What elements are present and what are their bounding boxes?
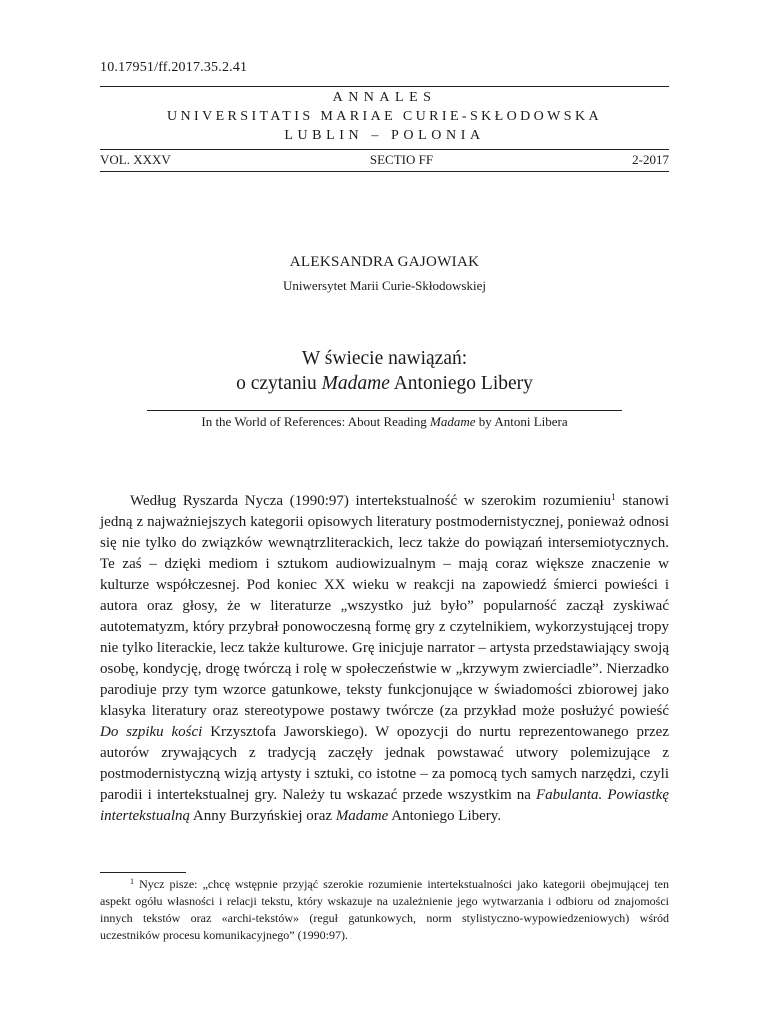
header-rule-middle	[100, 149, 669, 150]
italic-do-szpiku-kosci: Do szpiku kości	[100, 724, 203, 740]
title-line-1: W świecie nawiązań:	[301, 348, 468, 369]
section-label: SECTIO FF	[369, 152, 434, 167]
journal-masthead	[100, 88, 669, 145]
italic-madame: Madame	[335, 808, 389, 824]
english-title-italic: Madame	[430, 414, 476, 429]
footnote-number: 1	[130, 877, 134, 886]
header-rule-top	[100, 86, 669, 87]
english-title: In the World of References: About Reading Madame by Antoni Libera	[201, 414, 568, 429]
masthead-line-location: LUBLIN – POLONIA	[284, 128, 485, 143]
footnote-ref[interactable]: 1	[611, 492, 616, 502]
author-affiliation: Uniwersytet Marii Curie-Skłodowskiej	[283, 278, 486, 293]
title-line-2: o czytaniu Madame Antoniego Libery	[236, 373, 533, 394]
header-rule-bottom	[100, 171, 669, 172]
italic-fabulanta: Fabulanta. Powiastkę intertekstualną	[100, 787, 669, 824]
title-italic-madame: Madame	[321, 373, 390, 394]
article-title	[100, 346, 669, 396]
volume-label: VOL. XXXV	[100, 152, 171, 167]
footnote-text: Nycz pisze: „chcę wstępnie przyjąć szerokie rozumienie intertekstualności jako kategorii obejmującej ten aspekt ogółu własności i relacji tekstu, który wskazuje na uzależnienie jego wytwarzania i odbioru od znajomości innych tekstów oraz «archi-tekstów» (reguł gatunkowych, norm stylistyczno-wypowiedzeniowych) wśród uczestników procesu komunikacyjnego” (1990:97).	[100, 877, 669, 942]
title-rule	[147, 410, 622, 411]
issue-label: 2-2017	[632, 152, 669, 167]
footnote	[100, 876, 669, 944]
doi: 10.17951/ff.2017.35.2.41	[100, 60, 248, 75]
author-name: ALEKSANDRA GAJOWIAK	[289, 254, 480, 270]
footnote-rule	[100, 872, 186, 873]
paragraph: Według Ryszarda Nycza (1990:97) intertekstualność w szerokim rozumieniu$^1$ stanowi jedną z najważniejszych kategorii opisowych literatury postmodernistycznej, ponieważ odnosi się nie tylko do związków wewnątrzliterackich, lecz także do powiązań intersemiotycznych. Te zaś – dzięki mediom i sztukom audiowizualnym – mają coraz większe znaczenie w kulturze współczesnej. Pod koniec XX wieku w reakcji na zapowiedź śmierci powieści i autora oraz głosy, że w literaturze „wszystko już było” popularność zaczął zyskiwać autotematyzm, który przybrał ponowoczesną formę gry z czytelnikiem, wykorzystującej tropy nie tylko literackie, lecz także kulturowe. Grę inicjuje narrator – artysta przedstawiający swoją osobę, kondycję, drogę twórczą i rolę w społeczeństwie w „krzywym zwierciadle”. Nierzadko parodiuje przy tym wzorce gatunkowe, teksty funkcjonujące w świadomości zbiorowej jako klasyka literatury oraz stereotypowe postawy twórcze (za przykład może posłużyć powieść Do szpiku kości Krzysztofa Jaworskiego). W opozycji do nurtu reprezentowanego przez autorów zrywających z tradycją zaczęły jednak powstawać utwory polemizujące z postmodernistyczną wizją artysty i sztuki, co istotne – za pomocą tych samych narzędzi, czyli parodii i intertekstualnej gry. Należy tu wskazać przede wszystkim na Fabulanta. Powiastkę intertekstualną Anny Burzyńskiej oraz Madame Antoniego Libery.	[100, 492, 669, 824]
volume-row	[100, 152, 669, 168]
masthead-line-university: UNIVERSITATIS MARIAE CURIE-SKŁODOWSKA	[166, 109, 602, 124]
masthead-line-annales: ANNALES	[332, 90, 437, 105]
journal-page	[100, 0, 669, 1024]
body-text	[100, 491, 669, 827]
